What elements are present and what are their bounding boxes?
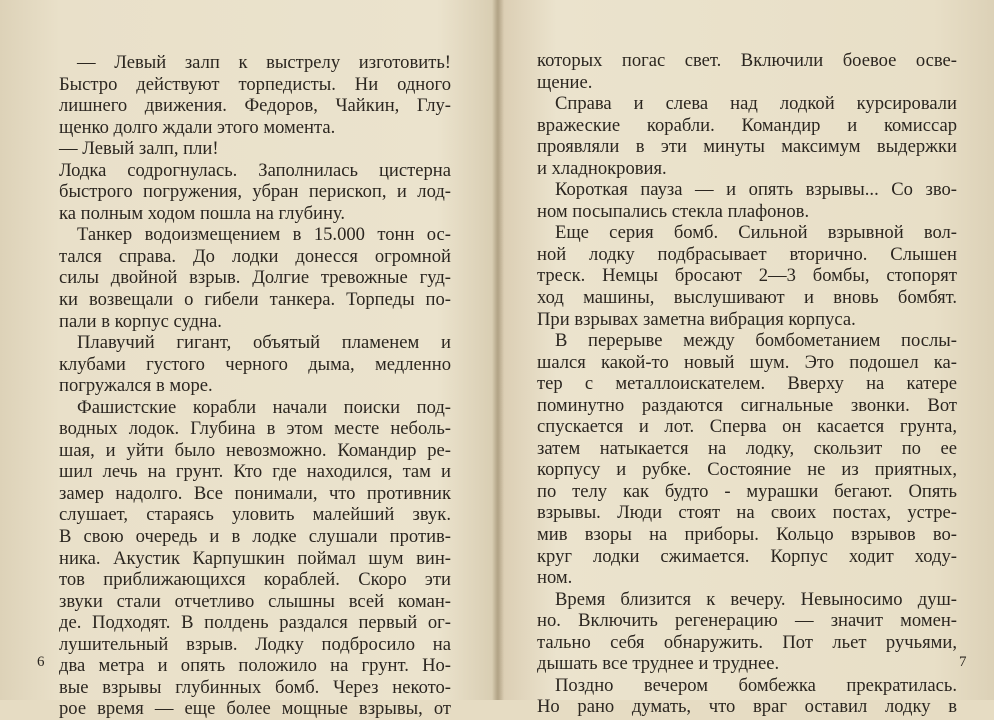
text-line: Быстро действуют торпедисты. Ни одного	[59, 73, 451, 95]
text-line: пали в корпус судна.	[59, 310, 222, 332]
text-line: щение.	[537, 71, 593, 93]
text-line: лишнего движения. Федоров, Чайкин, Глу-	[59, 95, 451, 117]
text-line: щенко долго ждали этого момента.	[59, 116, 336, 138]
text-line: взрывы. Люди стоят на своих постах, устре-	[537, 502, 957, 524]
text-line: де. Подходят. В полдень раздался первый ог-	[59, 612, 451, 634]
text-line: поминутно раздаются сигнальные звонки. Вот	[537, 394, 957, 416]
text-line: Справа и слева над лодкой курсировали	[555, 93, 957, 115]
text-line: клубами густого черного дыма, медленно	[59, 353, 451, 375]
text-line: Фашистские корабли начали поиски под-	[77, 396, 451, 418]
right-page-text	[537, 50, 957, 718]
text-line: корпусу и рубке. Состояние не из приятных,	[537, 459, 957, 481]
text-line: Еще серия бомб. Сильной взрывной вол-	[555, 222, 957, 244]
text-line: ной лодку подбрасывает вторично. Слышен	[537, 243, 957, 265]
text-line: водных лодок. Глубина в этом месте неболь-	[59, 418, 451, 440]
text-line: тался справа. До лодки донесся огромной	[59, 245, 451, 267]
text-line: тов приближающихся кораблей. Скоро эти	[59, 569, 451, 591]
text-line: — Левый залп к выстрелу изготовить!	[77, 52, 451, 73]
text-line: вражеские корабли. Командир и комиссар	[537, 114, 957, 136]
text-line: ка полным ходом пошла на глубину.	[59, 202, 346, 224]
text-line: В перерыве между бомбометанием послы-	[555, 330, 957, 352]
right-page-number: 7	[959, 654, 967, 670]
text-line: В свою очередь и в лодке слушали против-	[59, 526, 451, 548]
text-line: шил лечь на грунт. Кто где находился, там и	[59, 461, 451, 483]
text-line: шался какой-то новый шум. Это подошел ка-	[537, 351, 957, 373]
text-line: ном.	[537, 567, 573, 589]
text-line: которых погас свет. Включили боевое осве-	[537, 50, 957, 71]
text-line: быстрого погружения, убран перископ, и лод-	[59, 181, 451, 203]
text-line: рое время — еще более мощные взрывы, от	[59, 698, 451, 720]
text-line: Плавучий гигант, объятый пламенем и	[77, 332, 451, 354]
text-line: замер надолго. Все понимали, что противник	[59, 482, 451, 504]
text-line: круг лодки сжимается. Корпус ходит ходу-	[537, 545, 957, 567]
text-line: Поздно вечером бомбежка прекратилась.	[555, 674, 957, 696]
text-line: Время близится к вечеру. Невыносимо душ-	[555, 588, 957, 610]
text-line: погружался в море.	[59, 375, 213, 397]
text-line: дышать все труднее и труднее.	[537, 653, 780, 675]
text-line: силы двойной взрыв. Долгие тревожные гуд-	[59, 267, 451, 289]
left-page-text	[59, 52, 451, 720]
text-line: тер с металлоискателем. Вверху на катере	[537, 373, 957, 395]
text-line: Лодка содрогнулась. Заполнилась цистерна	[59, 159, 451, 181]
text-line: слушает, стараясь уловить малейший звук.	[59, 504, 451, 526]
text-line: При взрывах заметна вибрация корпуса.	[537, 308, 856, 330]
text-line: ки возвещали о гибели танкера. Торпеды по-	[59, 289, 451, 311]
text-line: проявляли в эти минуты максимум выдержки	[537, 136, 957, 158]
text-line: тально себя обнаружить. Пот льет ручьями,	[537, 631, 957, 653]
text-line: мив взоры на приборы. Кольцо взрывов во-	[537, 524, 957, 546]
text-line: ника. Акустик Карпушкин поймал шум вин-	[59, 547, 451, 569]
text-line: треск. Немцы бросают 2—3 бомбы, стопорят	[537, 265, 957, 287]
text-line: и хладнокровия.	[537, 157, 667, 179]
text-line: Короткая пауза — и опять взрывы... Со зво-	[555, 179, 957, 201]
text-line: спускается и лот. Сперва он касается грунта,	[537, 416, 957, 438]
text-line: два метра и опять положило на грунт. Но-	[59, 655, 451, 677]
text-line: затем натыкается на лодку, скользит по ее	[537, 437, 957, 459]
text-line: по телу как будто - мурашки бегают. Опять	[537, 480, 957, 502]
text-line: ход машины, выслушивают и вновь бомбят.	[537, 287, 957, 309]
text-line: вые взрывы глубинных бомб. Через некото-	[59, 676, 451, 698]
text-line: звуки стали отчетливо слышны всей коман-	[59, 590, 451, 612]
left-page-number: 6	[37, 654, 45, 670]
text-line: лушительный взрыв. Лодку подбросило на	[59, 633, 451, 655]
text-line: Танкер водоизмещением в 15.000 тонн ос-	[77, 224, 451, 246]
text-line: ном посыпались стекла плафонов.	[537, 200, 810, 222]
text-line: шая, и уйти было невозможно. Командир ре-	[59, 439, 451, 461]
text-line: Но рано думать, что враг оставил лодку в	[537, 696, 957, 718]
text-line: но. Включить регенерацию — значит момен-	[537, 610, 957, 632]
text-line: — Левый залп, пли!	[59, 138, 219, 160]
right-page	[497, 0, 994, 718]
